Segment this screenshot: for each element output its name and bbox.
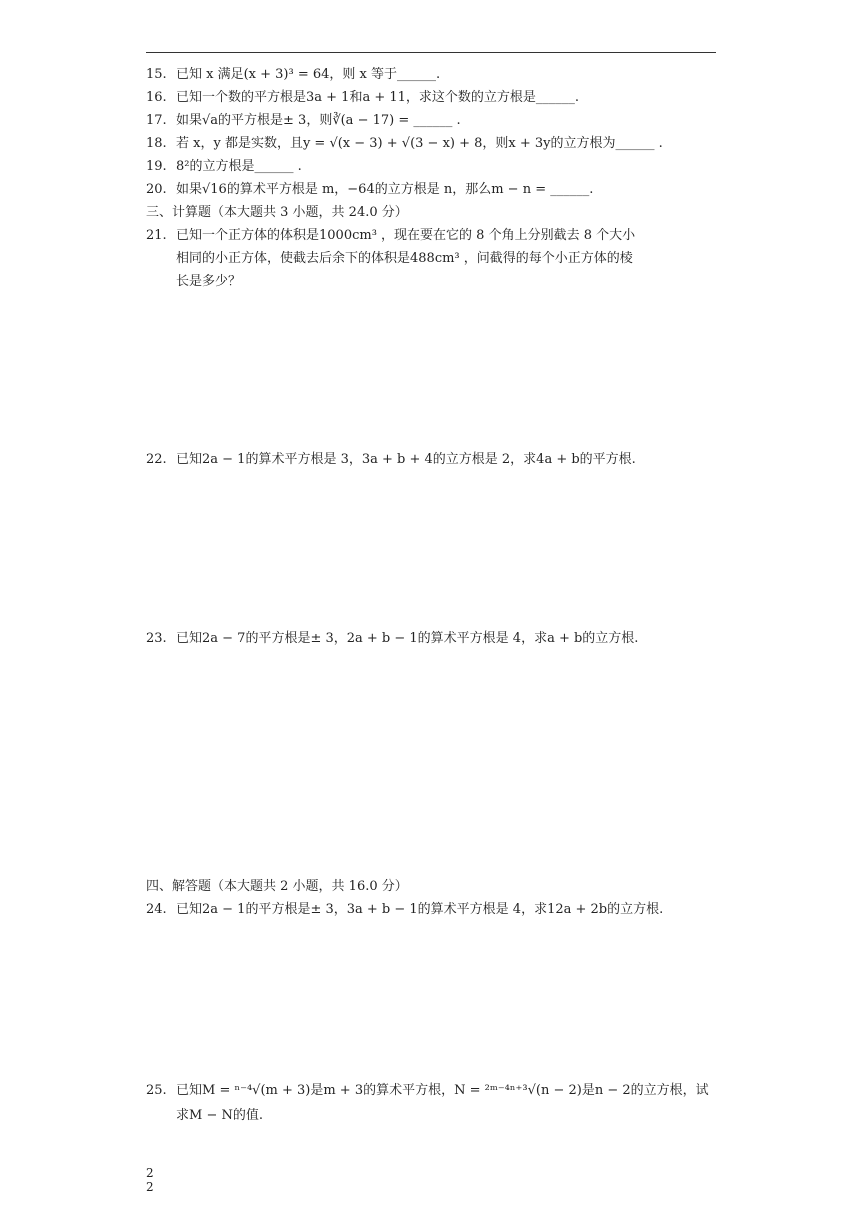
question-text-line1: 已知M = ⁿ⁻⁴√(m + 3)是m + 3的算术平方根，N = ²ᵐ⁻⁴ⁿ⁺³√(n − 2)是n − 2的立方根，试 [176, 1083, 709, 1098]
question-number: 20. [146, 182, 167, 197]
question-21 [146, 225, 721, 247]
question-16 [146, 87, 721, 109]
question-15 [146, 64, 721, 86]
question-19 [146, 156, 721, 178]
question-text: 如果√a的平方根是± 3，则∛(a − 17) = ______ . [176, 113, 461, 128]
question-text: 如果√16的算术平方根是 m，−64的立方根是 n，那么m − n = ______. [176, 182, 594, 197]
question-17 [146, 110, 721, 132]
section-heading-answer: 四、解答题（本大题共 2 小题，共 16.0 分） [146, 879, 408, 894]
question-24 [146, 899, 721, 921]
question-number: 16. [146, 90, 167, 105]
question-text: 8²的立方根是______ . [176, 159, 302, 174]
question-number: 19. [146, 159, 167, 174]
question-number: 24. [146, 902, 167, 917]
page-number-bottom: 2 [146, 1180, 154, 1194]
question-number: 17. [146, 113, 167, 128]
question-number: 25. [146, 1083, 167, 1098]
question-22 [146, 449, 721, 471]
question-18 [146, 133, 721, 155]
question-text: 已知2a − 7的平方根是± 3，2a + b − 1的算术平方根是 4，求a + b的立方根. [176, 631, 639, 646]
question-number: 18. [146, 136, 167, 151]
question-25 [146, 1080, 721, 1102]
question-text: 已知 x 满足(x + 3)³ = 64，则 x 等于______. [176, 67, 441, 82]
question-number: 21. [146, 228, 167, 243]
question-number: 15. [146, 67, 167, 82]
section-heading-calculation: 三、计算题（本大题共 3 小题，共 24.0 分） [146, 205, 408, 220]
question-text: 已知2a − 1的平方根是± 3，3a + b − 1的算术平方根是 4，求12a + 2b的立方根. [176, 902, 664, 917]
header-rule [146, 52, 716, 53]
page-number-top: 2 [146, 1166, 154, 1180]
question-number: 23. [146, 631, 167, 646]
question-20 [146, 179, 721, 201]
question-text: 已知2a − 1的算术平方根是 3，3a + b + 4的立方根是 2，求4a + b的平方根. [176, 452, 636, 467]
question-23 [146, 628, 721, 650]
question-number: 22. [146, 452, 167, 467]
question-21-line2: 相同的小正方体，使截去后余下的体积是488cm³ ，问截得的每个小正方体的棱 [176, 251, 633, 266]
question-text-line1: 已知一个正方体的体积是1000cm³ ，现在要在它的 8 个角上分别截去 8 个大小 [176, 228, 636, 243]
question-21-line3: 长是多少？ [176, 274, 242, 289]
question-text: 已知一个数的平方根是3a + 1和a + 11，求这个数的立方根是______. [176, 90, 580, 105]
question-text: 若 x，y 都是实数，且y = √(x − 3) + √(3 − x) + 8，则x + 3y的立方根为______ . [176, 136, 663, 151]
question-25-line2: 求M − N的值. [176, 1108, 263, 1123]
